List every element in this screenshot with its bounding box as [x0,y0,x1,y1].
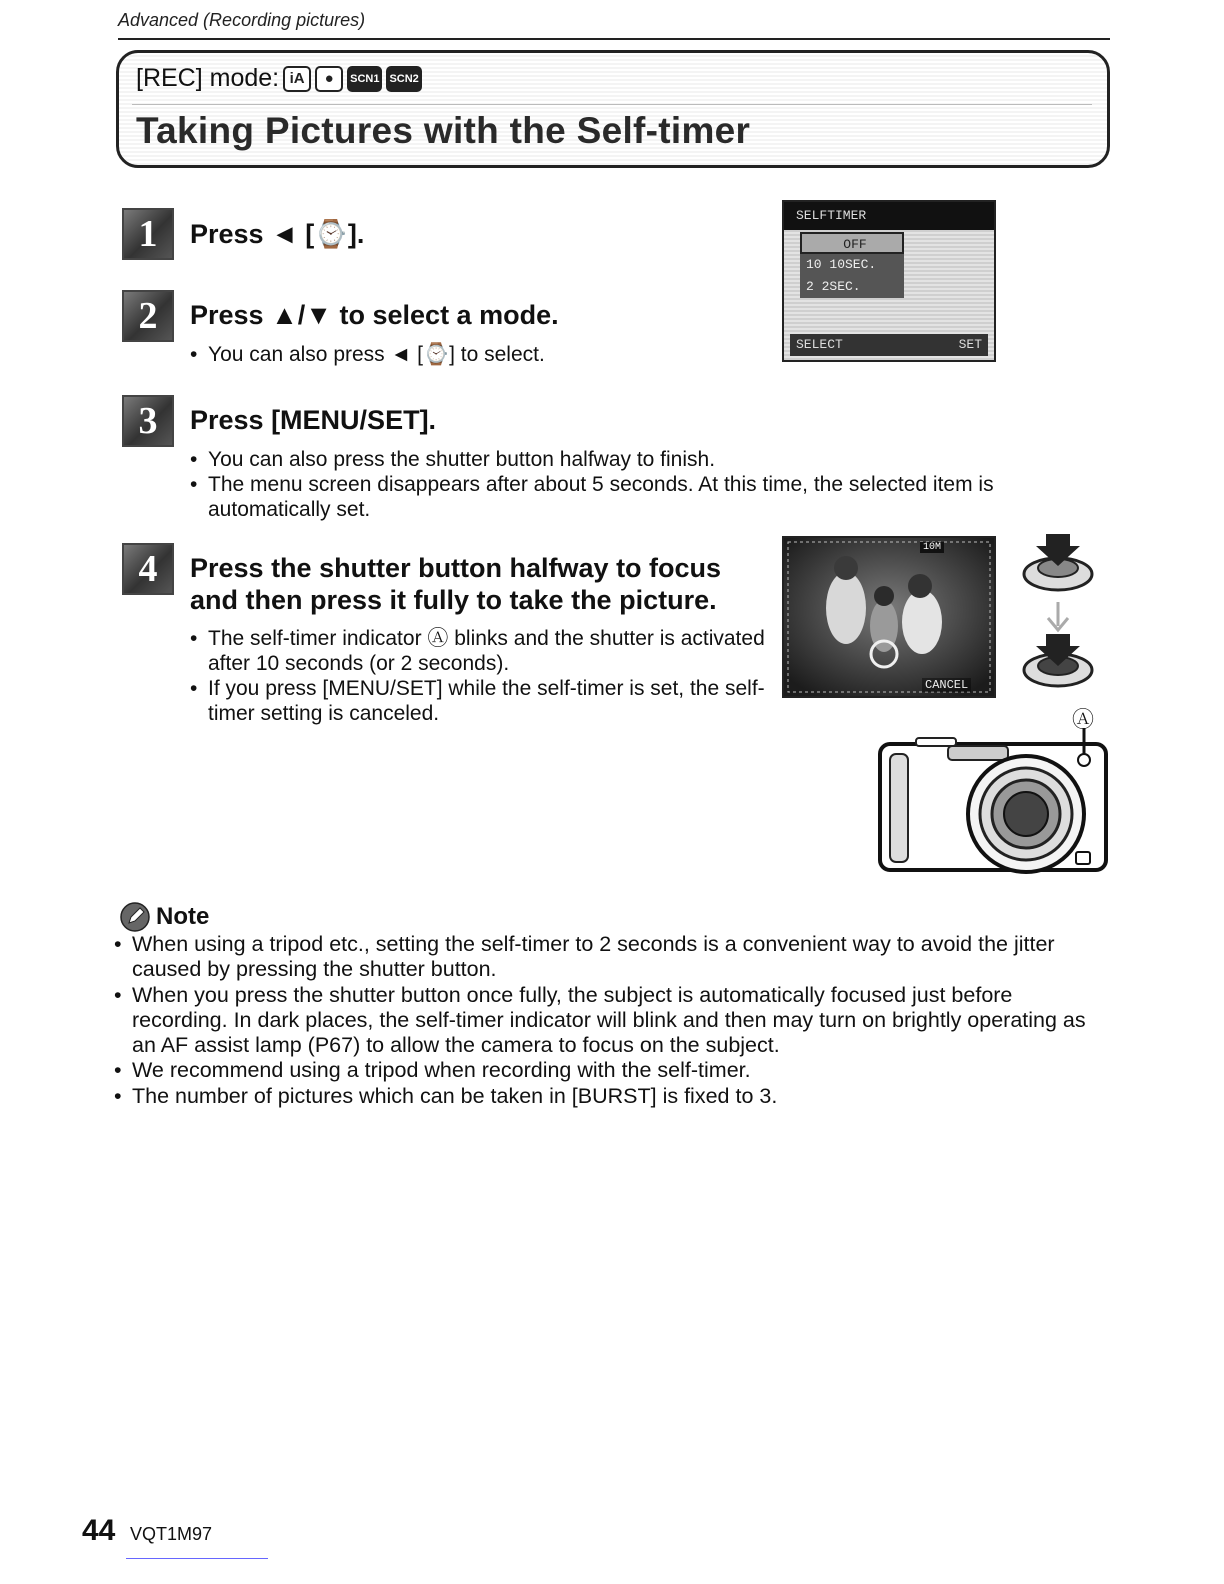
shutter-press-illustration [1018,530,1098,700]
note-title: Note [156,903,210,930]
step-number-2: 2 [122,290,174,342]
step-3-title: Press [MENU/SET]. [190,405,437,435]
selftimer-option-off: OFF [800,232,904,254]
list-item: • You can also press the shutter button halfway to finish. [190,447,1090,472]
set-hint: SET [958,337,982,352]
selftimer-menu-header: SELFTIMER [784,202,994,230]
cancel-hint: CANCEL [922,678,971,692]
selftimer-option-10sec: 10 10SEC. [806,257,877,272]
list-item: • The number of pictures which can be taken in [BURST] is fixed to 3. [114,1084,1104,1109]
shutter-half-press-icon [1024,534,1092,590]
footer-rule [126,1558,268,1559]
running-header: Advanced (Recording pictures) [118,10,366,30]
step-4-title: Press the shutter button halfway to focus and then press it fully to take the picture. [190,553,722,615]
header-rule [118,38,1110,40]
step-number-1: 1 [122,208,174,260]
list-item: • If you press [MENU/SET] while the self-timer is set, the self-timer setting is canceled. [190,676,780,726]
list-item: • When you press the shutter button once fully, the subject is automatically focused just before recording. In dark places, the self-timer indicator will blink and then may turn on brightly operating as an AF assist lamp (P67) to allow the camera to focus on the subject. [114,983,1104,1059]
camera-mode-icon: ● [315,66,343,92]
step-2-title: Press ▲/▼ to select a mode. [190,300,559,330]
scn2-mode-icon: SCN2 [386,66,421,92]
list-item: • When using a tripod etc., setting the self-timer to 2 seconds is a convenient way to avoid the jitter caused by pressing the shutter button. [114,932,1104,983]
step-2-bullets [190,342,750,367]
callout-a-label: Ⓐ [1072,707,1095,732]
list-item: • The self-timer indicator Ⓐ blinks and the shutter is activated after 10 seconds (or 2 seconds). [190,626,780,676]
selftimer-option-2sec: 2 2SEC. [806,279,861,294]
rec-mode-line [136,64,422,93]
list-item: • The menu screen disappears after about 5 seconds. At this time, the selected item is automatically set. [190,472,1090,522]
note-heading [120,902,209,932]
camera-illustration [876,728,1112,876]
step-number-3: 3 [122,395,174,447]
selftimer-menu-footer [790,334,988,356]
list-item: • You can also press ◄ [⌚] to select. [190,342,750,367]
page-number: 44 [82,1514,116,1547]
preview-photo [784,538,994,696]
resolution-badge: 10M [920,542,944,553]
arrow-down-icon [1048,602,1068,630]
selftimer-preview-screen [782,536,996,698]
step-3-bullets [190,447,1090,522]
shutter-full-press-icon [1024,634,1092,686]
selftimer-options [800,232,904,298]
select-hint: SELECT [796,337,843,352]
rec-mode-label: [REC] mode: [136,64,280,92]
scn1-mode-icon: SCN1 [347,66,382,92]
step-number-4: 4 [122,543,174,595]
note-pencil-icon [120,902,150,932]
title-divider [132,104,1092,105]
note-list [114,932,1104,1109]
document-code: VQT1M97 [130,1524,213,1544]
page-title: Taking Pictures with the Self-timer [136,110,751,151]
selftimer-menu-screen [782,200,996,362]
step-4-bullets [190,626,780,726]
step-1-title: Press ◄ [⌚]. [190,219,365,249]
list-item: • We recommend using a tripod when recording with the self-timer. [114,1058,1104,1083]
intelligent-auto-icon: iA [283,66,311,92]
